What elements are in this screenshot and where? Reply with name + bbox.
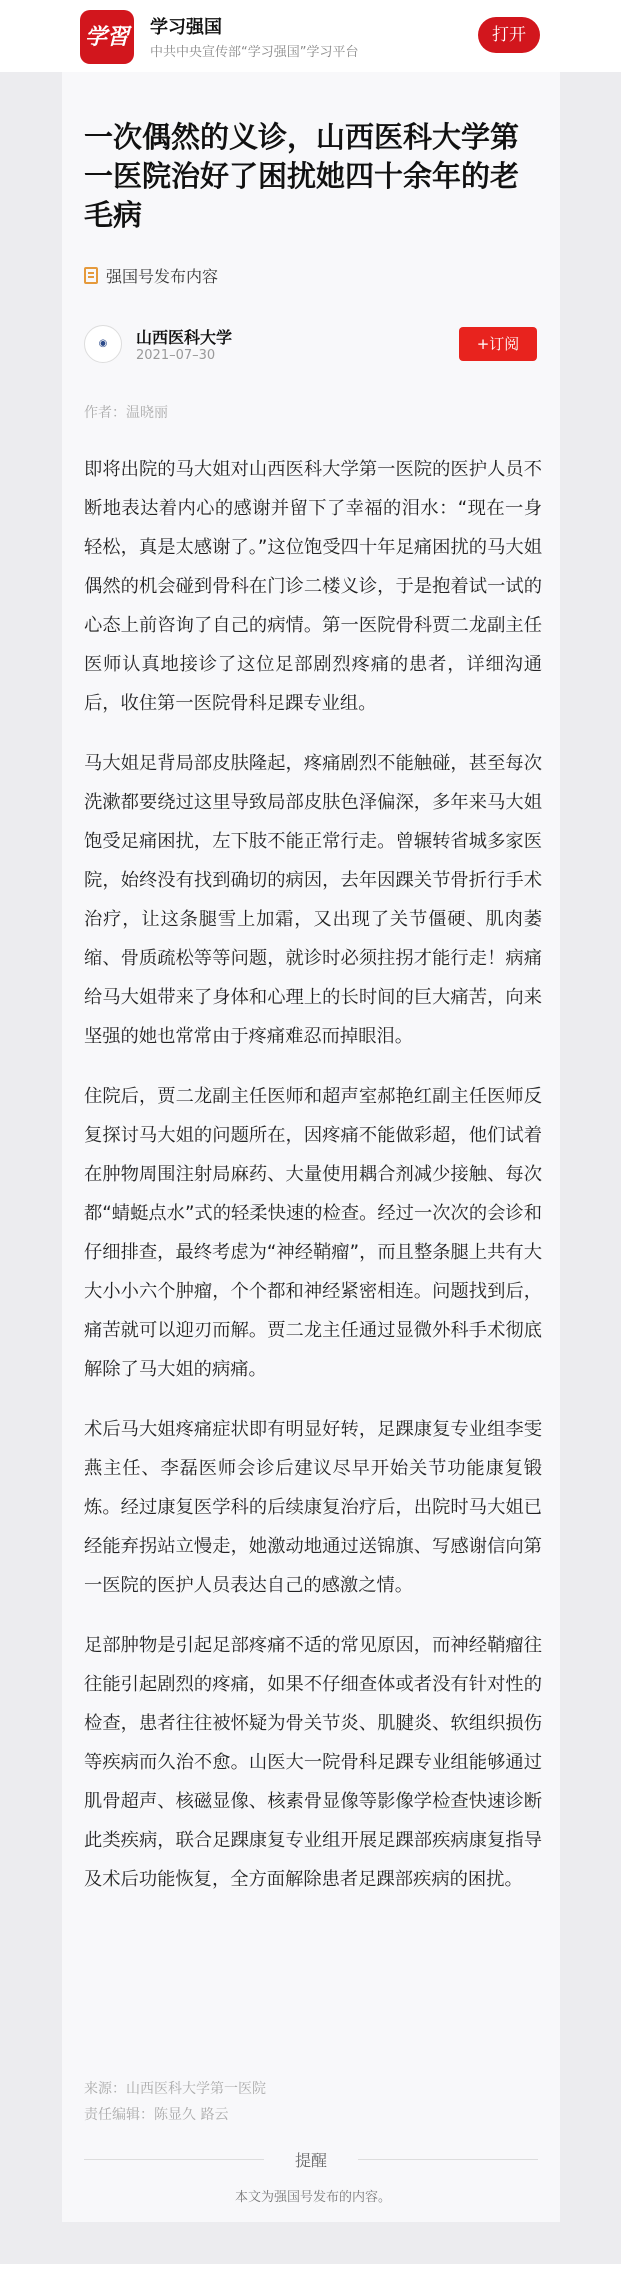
source-line: 来源：山西医科大学第一医院	[84, 2081, 266, 2097]
publisher-book-icon	[84, 267, 98, 284]
notice-title: 提醒	[294, 2151, 327, 2170]
editor-line: 责任编辑：陈显久 路云	[84, 2107, 229, 2123]
article-paragraph: 马大姐足背局部皮肤隆起，疼痛剧烈不能触碰，甚至每次洗漱都要绕过这里导致局部皮肤色泽偏深，多年来马大姐饱受足痛困扰，左下肢不能正常行走。曾辗转省城多家医院，始终没有找到确切的病因，去年因踝关节骨折行手术治疗，让这条腿雪上加霜，又出现了关节僵硬、肌肉萎缩、骨质疏松等等问题，就诊时必须拄拐才能行走！病痛给马大姐带来了身体和心理上的长时间的巨大痛苦，向来坚强的她也常常由于疼痛难忍而掉眼泪。	[84, 753, 542, 1047]
notice-text: 本文为强国号发布的内容。	[234, 2190, 391, 2205]
open-app-button[interactable]: 打开	[478, 17, 540, 53]
org-avatar[interactable]: ◉	[84, 325, 122, 363]
bottom-bar	[0, 2264, 621, 2285]
app-header	[0, 0, 621, 72]
app-name: 学习强国	[150, 17, 222, 38]
divider	[84, 2159, 264, 2160]
author-line: 作者：温晓丽	[84, 405, 168, 421]
publisher-label-text: 强国号发布内容	[106, 267, 219, 286]
article-paragraph: 术后马大姐疼痛症状即有明显好转，足踝康复专业组李雯燕主任、李磊医师会诊后建议尽早开始关节功能康复锻炼。经过康复医学科的后续康复治疗后，出院时马大姐已经能弃拐站立慢走，她激动地通过送锦旗、写感谢信向第一医院的医护人员表达自己的感激之情。	[84, 1419, 542, 1596]
divider	[358, 2159, 538, 2160]
article-paragraph: 足部肿物是引起足部疼痛不适的常见原因，而神经鞘瘤往往能引起剧烈的疼痛，如果不仔细查体或者没有针对性的检查，患者往往被怀疑为骨关节炎、肌腱炎、软组织损伤等疾病而久治不愈。山医大一院骨科足踝专业组能够通过肌骨超声、核磁显像、核素骨显像等影像学检查快速诊断此类疾病，联合足踝康复专业组开展足踝部疾病康复指导及术后功能恢复，全方面解除患者足踝部疾病的困扰。	[84, 1635, 542, 1890]
app-subtitle: 中共中央宣传部“学习强国”学习平台	[150, 45, 359, 60]
org-name[interactable]: 山西医科大学	[136, 328, 233, 347]
publish-date: 2021–07–30	[136, 348, 216, 363]
article-title: 一次偶然的义诊，山西医科大学第一医院治好了困扰她四十余年的老毛病	[84, 120, 520, 232]
article-body	[84, 450, 542, 1920]
publisher-label	[84, 264, 218, 287]
subscribe-button[interactable]: +订阅	[459, 327, 537, 361]
article-paragraph: 住院后，贾二龙副主任医师和超声室郝艳红副主任医师反复探讨马大姐的问题所在，因疼痛不能做彩超，他们试着在肿物周围注射局麻药、大量使用耦合剂减少接触、每次都“蜻蜓点水”式的轻柔快速的检查。经过一次次的会诊和仔细排查，最终考虑为“神经鞘瘤”，而且整条腿上共有大大小小六个肿瘤，个个都和神经紧密相连。问题找到后，痛苦就可以迎刃而解。贾二龙主任通过显微外科手术彻底解除了马大姐的病痛。	[84, 1086, 542, 1380]
app-logo: 学習	[80, 10, 134, 64]
article-paragraph: 即将出院的马大姐对山西医科大学第一医院的医护人员不断地表达着内心的感谢并留下了幸福的泪水：“现在一身轻松，真是太感谢了。”这位饱受四十年足痛困扰的马大姐偶然的机会碰到骨科在门诊二楼义诊，于是抱着试一试的心态上前咨询了自己的病情。第一医院骨科贾二龙副主任医师认真地接诊了这位足部剧烈疼痛的患者，详细沟通后，收住第一医院骨科足踝专业组。	[84, 459, 542, 714]
